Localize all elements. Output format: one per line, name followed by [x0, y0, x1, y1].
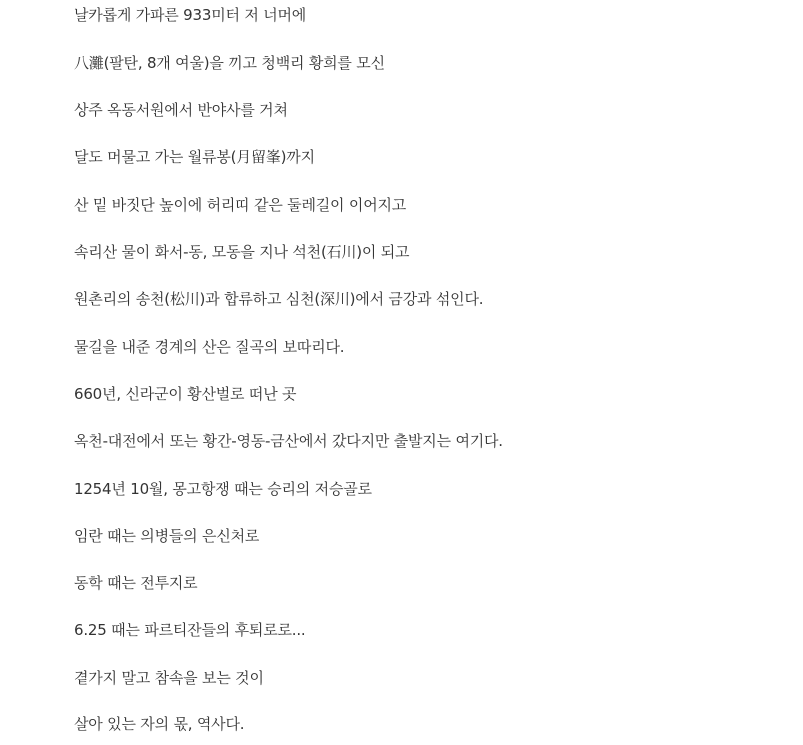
poem-line: 날카롭게 가파른 933미터 저 너머에: [74, 6, 307, 24]
poem-line: 임란 때는 의병들의 은신처로: [74, 527, 260, 545]
poem-line: 산 밑 바짓단 높이에 허리띠 같은 둘레길이 이어지고: [74, 196, 407, 214]
poem-line: 살아 있는 자의 몫, 역사다.: [74, 715, 245, 733]
poem-line: 동학 때는 전투지로: [74, 574, 198, 592]
poem-line: 원촌리의 송천(松川)과 합류하고 심천(深川)에서 금강과 섞인다.: [74, 290, 484, 308]
poem-line: 옥천-대전에서 또는 황간-영동-금산에서 갔다지만 출발지는 여기다.: [74, 432, 503, 450]
poem-line: 1254년 10월, 몽고항쟁 때는 승리의 저승골로: [74, 480, 372, 498]
poem-line: 6.25 때는 파르티잔들의 후퇴로로...: [74, 621, 306, 639]
poem-line: 상주 옥동서원에서 반야사를 거쳐: [74, 101, 288, 119]
poem-line: 八灘(팔탄, 8개 여울)을 끼고 청백리 황희를 모신: [74, 54, 385, 72]
poem-line: 속리산 물이 화서-동, 모동을 지나 석천(石川)이 되고: [74, 243, 410, 261]
poem-line: 달도 머물고 가는 월류봉(月留峯)까지: [74, 148, 315, 166]
poem-line: 곁가지 말고 참속을 보는 것이: [74, 669, 264, 687]
poem-line: 물길을 내준 경계의 산은 질곡의 보따리다.: [74, 338, 345, 356]
poem-line: 660년, 신라군이 황산벌로 떠난 곳: [74, 385, 297, 403]
